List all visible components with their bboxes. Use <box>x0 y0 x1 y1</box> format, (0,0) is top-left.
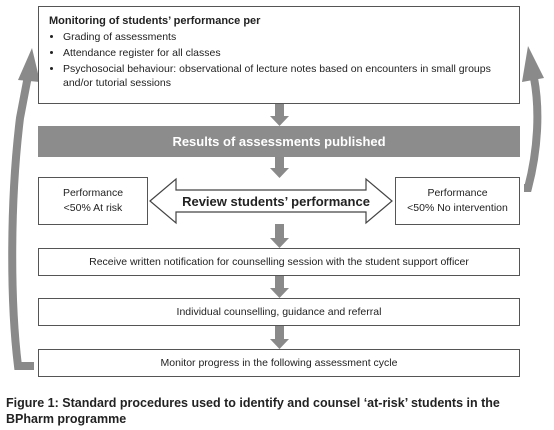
perf-right-line2: <50% No intervention <box>407 202 508 214</box>
monitoring-list <box>49 30 509 90</box>
notification-label: Receive written notification for counselling session with the student support officer <box>89 256 469 268</box>
notification-box <box>38 248 520 276</box>
monitor-progress-label: Monitor progress in the following assessment cycle <box>160 357 398 369</box>
counselling-label: Individual counselling, guidance and referral <box>176 306 382 318</box>
figure-caption: Figure 1: Standard procedures used to identify and counsel ‘at-risk’ students in the BPharm programme <box>6 396 500 426</box>
performance-at-risk-box <box>38 177 148 225</box>
monitoring-box <box>38 6 520 104</box>
perf-right-line1: Performance <box>427 187 488 199</box>
right-loop-arrowhead <box>522 46 544 82</box>
left-loop-arrow <box>12 76 34 366</box>
results-published-bar <box>38 126 520 157</box>
down-arrow-2 <box>270 157 289 178</box>
right-loop-arrow <box>524 78 537 188</box>
down-arrow-4 <box>270 276 289 298</box>
perf-left-line2: <50% At risk <box>63 202 123 214</box>
perf-left-line1: Performance <box>62 187 124 199</box>
down-arrow-5 <box>270 326 289 349</box>
review-performance-label: Review students’ performance <box>182 193 370 209</box>
left-loop-arrowhead <box>18 48 40 82</box>
monitoring-item: • Psychosocial behaviour: observational of lecture notes based on encounters in small groups and/or tutorial sessions <box>63 62 509 90</box>
performance-no-intervention-box <box>395 177 520 225</box>
monitor-progress-box <box>38 349 520 377</box>
down-arrow-1 <box>270 104 289 126</box>
monitoring-item: • Grading of assessments <box>63 30 509 44</box>
counselling-box <box>38 298 520 326</box>
monitoring-item: • Attendance register for all classes <box>63 46 509 60</box>
down-arrow-3 <box>270 224 289 248</box>
monitoring-heading: Monitoring of students’ performance per <box>49 15 261 27</box>
results-published-label: Results of assessments published <box>172 134 386 149</box>
